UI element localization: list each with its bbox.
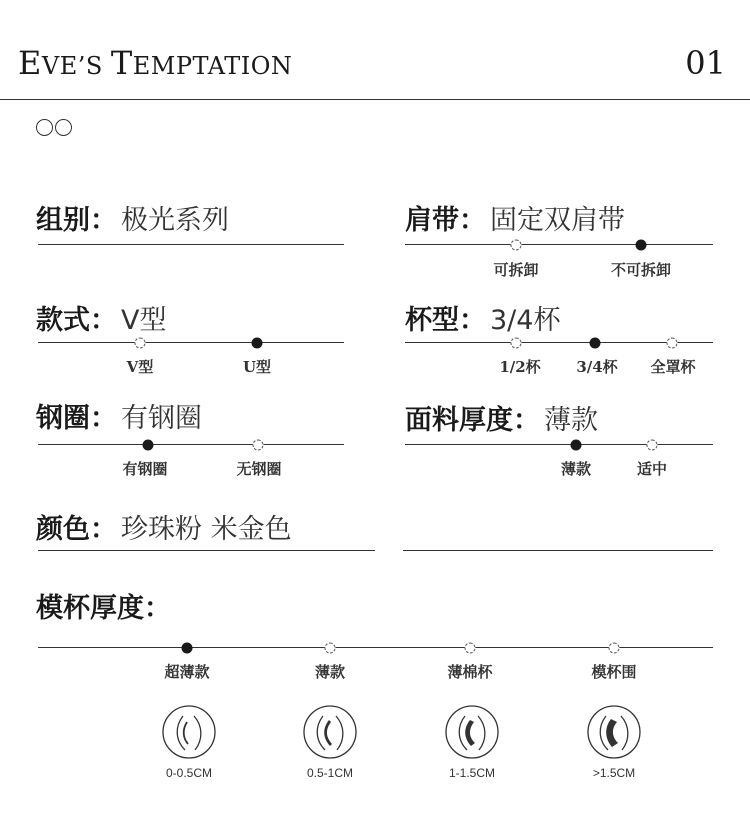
option-marker-unselected bbox=[253, 440, 264, 451]
option-marker-unselected bbox=[647, 440, 658, 451]
thickness-range: 0-0.5CM bbox=[165, 766, 213, 780]
spec-label: 颜色： bbox=[36, 514, 117, 545]
mold-cup-title bbox=[36, 586, 171, 625]
spec-label: 钢圈： bbox=[36, 403, 117, 434]
option-track bbox=[405, 444, 713, 445]
spec-series bbox=[36, 198, 229, 237]
spec-value: 珍珠粉 米金色 bbox=[121, 514, 292, 545]
spec-value: V型 bbox=[121, 305, 167, 336]
section-label: 模杯厚度： bbox=[36, 593, 171, 624]
brand-letters: EMPTATION bbox=[132, 52, 293, 80]
option-label: 有钢圈 bbox=[122, 460, 168, 478]
option-marker-unselected bbox=[325, 643, 336, 654]
spec-divider bbox=[38, 550, 375, 551]
option-track bbox=[405, 244, 713, 245]
option-marker-selected bbox=[571, 440, 582, 451]
option-label: 超薄款 bbox=[164, 663, 210, 681]
option-marker-selected bbox=[590, 338, 601, 349]
option-label: 可拆卸 bbox=[493, 261, 539, 279]
cup-thickness-icon bbox=[161, 704, 217, 760]
option-marker-selected bbox=[252, 338, 263, 349]
option-label: 无钢圈 bbox=[236, 460, 282, 478]
option-track bbox=[38, 342, 344, 343]
spec-value: 固定双肩带 bbox=[490, 205, 625, 236]
spec-label: 组别： bbox=[36, 205, 117, 236]
spec-label: 肩带： bbox=[405, 205, 486, 236]
brand-letters: VE bbox=[41, 52, 78, 80]
brand-title bbox=[18, 44, 292, 82]
option-marker-selected bbox=[182, 643, 193, 654]
option-marker-unselected bbox=[135, 338, 146, 349]
page-number: 01 bbox=[685, 44, 726, 82]
spec-value: 有钢圈 bbox=[121, 403, 202, 434]
option-marker-selected bbox=[143, 440, 154, 451]
spec-value: 薄款 bbox=[544, 405, 598, 436]
option-label: 薄款 bbox=[560, 460, 592, 478]
option-marker-selected bbox=[636, 240, 647, 251]
brand-letters: ’S bbox=[77, 52, 111, 80]
option-label: 适中 bbox=[636, 460, 668, 478]
option-label: V型 bbox=[126, 358, 154, 376]
thickness-range: 1-1.5CM bbox=[448, 766, 496, 780]
option-label: 不可拆卸 bbox=[610, 261, 672, 279]
option-marker-unselected bbox=[511, 240, 522, 251]
spec-cup bbox=[405, 298, 560, 337]
decorative-circles bbox=[36, 119, 72, 136]
option-label: U型 bbox=[242, 358, 272, 376]
thickness-range: 0.5-1CM bbox=[306, 766, 354, 780]
spec-divider bbox=[403, 550, 713, 551]
spec-underwire bbox=[36, 396, 202, 435]
spec-label: 杯型： bbox=[405, 305, 486, 336]
option-track bbox=[38, 444, 344, 445]
spec-style bbox=[36, 298, 166, 337]
option-marker-unselected bbox=[465, 643, 476, 654]
thickness-range: >1.5CM bbox=[592, 766, 636, 780]
spec-strap bbox=[405, 198, 625, 237]
option-label: 全罩杯 bbox=[650, 358, 696, 376]
option-marker-unselected bbox=[609, 643, 620, 654]
option-label: 3/4杯 bbox=[576, 358, 618, 376]
circle-icon bbox=[55, 119, 72, 136]
spec-divider bbox=[38, 244, 344, 245]
option-label: 模杯围 bbox=[591, 663, 637, 681]
brand-letter: E bbox=[18, 44, 42, 82]
spec-label: 款式： bbox=[36, 305, 117, 336]
option-marker-unselected bbox=[511, 338, 522, 349]
spec-label: 面料厚度： bbox=[405, 405, 540, 436]
option-label: 薄款 bbox=[314, 663, 346, 681]
option-label: 薄棉杯 bbox=[447, 663, 493, 681]
cup-thickness-icon bbox=[586, 704, 642, 760]
spec-value: 极光系列 bbox=[121, 205, 229, 236]
header-divider bbox=[0, 99, 750, 100]
option-marker-unselected bbox=[667, 338, 678, 349]
cup-thickness-icon bbox=[444, 704, 500, 760]
spec-color bbox=[36, 507, 292, 546]
spec-fabric bbox=[405, 398, 598, 437]
brand-letter: T bbox=[110, 44, 133, 82]
option-label: 1/2杯 bbox=[499, 358, 541, 376]
circle-icon bbox=[36, 119, 53, 136]
cup-thickness-icon bbox=[302, 704, 358, 760]
spec-value: 3/4杯 bbox=[490, 305, 561, 336]
